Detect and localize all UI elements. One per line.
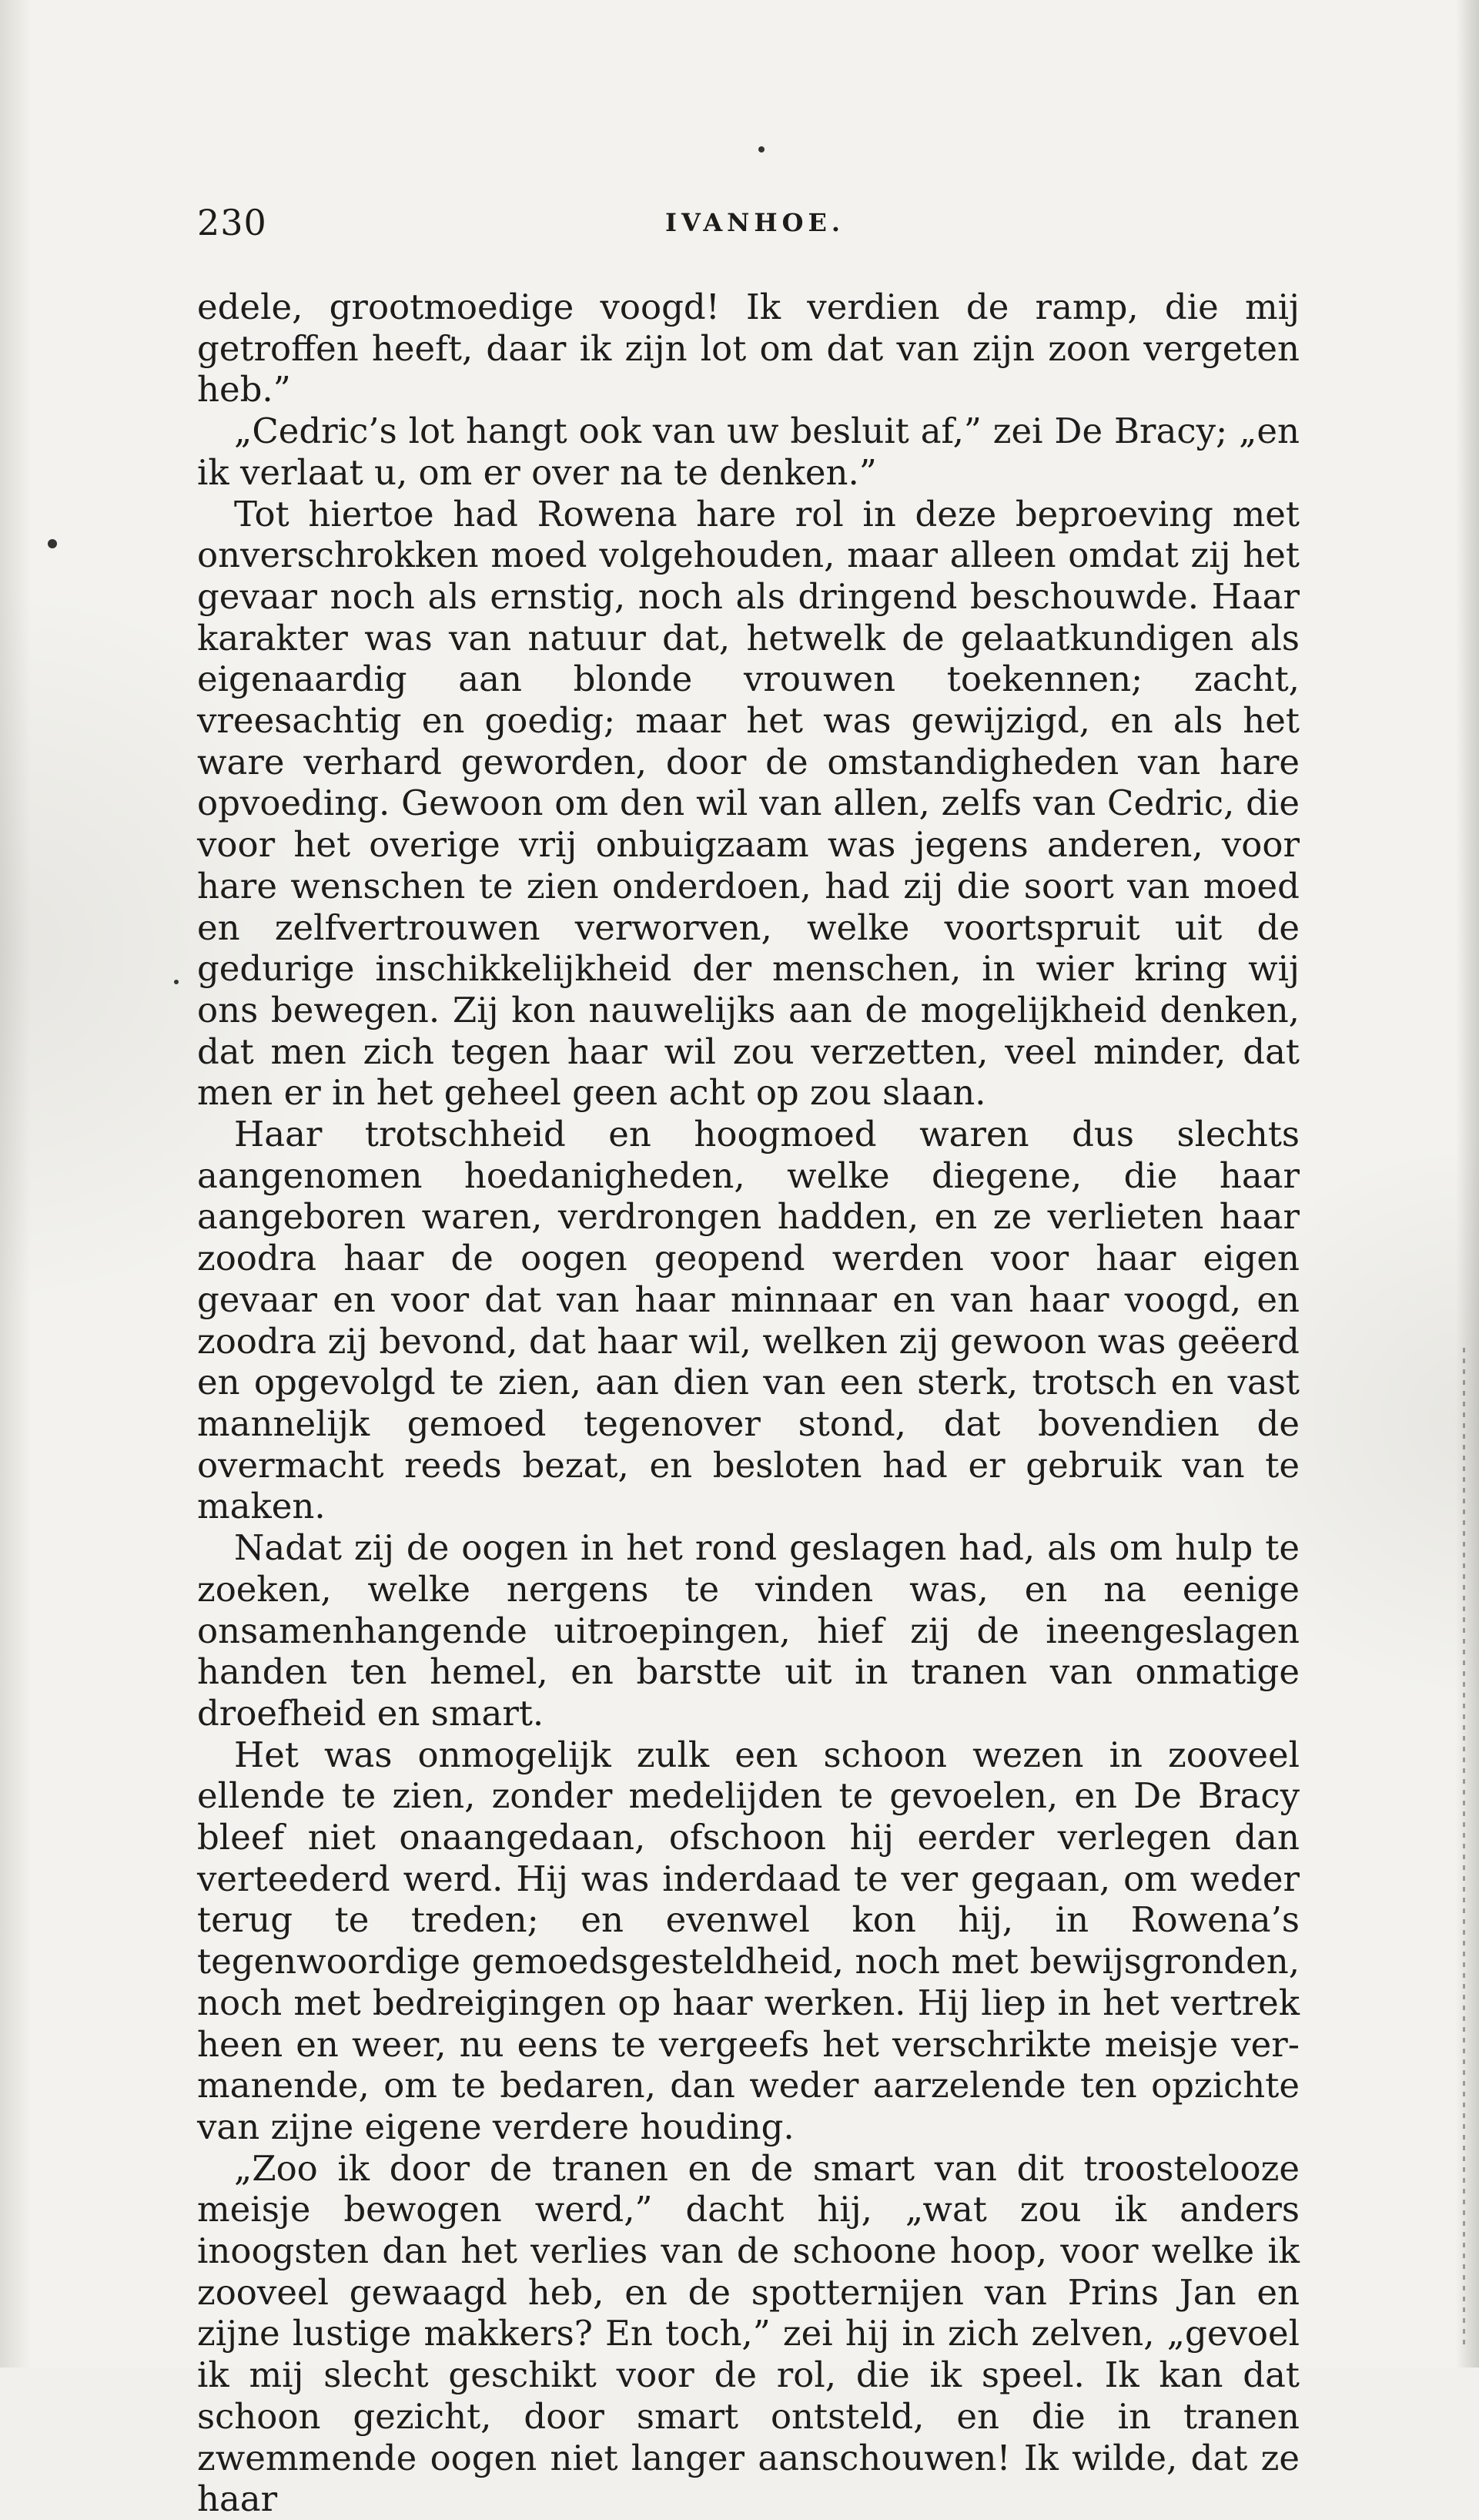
page-header — [197, 202, 1306, 248]
paragraph: „Cedric’s lot hangt ook van uw besluit af,” zei De Bracy; „en ik verlaat u, om er over na te denken.” — [197, 411, 1300, 493]
binding-edge-marks — [1463, 1348, 1465, 2349]
ink-speck — [758, 146, 765, 152]
paragraph: Nadat zij de oogen in het rond geslagen had, als om hulp te zoeken, welke nergens te vinden was, en na eenige onsamenhangende uitroepingen, hief zij de ineengeslagen handen ten hemel, en barstte uit in tranen van onmatige droefheid en smart. — [197, 1527, 1300, 1734]
page-number: 230 — [197, 202, 267, 243]
paragraph: „Zoo ik door de tranen en de smart van dit troostelooze meisje bewogen werd,” dacht hij, „wat zou ik anders inoogsten dan het verlies van de schoone hoop, voor welke ik zooveel gewaagd heb, en de spotternijen van Prins Jan en zijne lustige makkers? En toch,” zei hij in zich zelven, „gevoel ik mij slecht geschikt voor de rol, die ik speel. Ik kan dat schoon gezicht, door smart ontsteld, en die in tranen zwemmende oogen niet langer aanschouwen! Ik wilde, dat ze haar — [197, 2147, 1300, 2520]
page-right-shadow — [1456, 0, 1479, 2368]
ink-speck — [48, 539, 57, 548]
paragraph: edele, grootmoedige voogd! Ik verdien de ramp, die mij getroffen heeft, daar ik zijn lot om dat van zijn zoon vergeten heb.” — [197, 287, 1300, 411]
page-left-shadow — [0, 0, 31, 2368]
body-text — [197, 287, 1300, 2520]
paragraph: Het was onmogelijk zulk een schoon wezen in zooveel ellende te zien, zonder medelijden te gevoelen, en De Bracy bleef niet onaangedaan, ofschoon hij eerder verlegen dan verteederd werd. Hij was inderdaad te ver gegaan, om weder terug te treden; en evenwel kon hij, in Rowena’s tegenwoordige gemoedsgesteldheid, noch met bewijsgronden, noch met bedreigingen op haar werken. Hij liep in het vertrek heen en weer, nu eens te vergeefs het verschrikte meisje vermanende, om te bedaren, dan weder aarzelende ten opzichte van zijne eigene verdere houding. — [197, 1734, 1300, 2147]
running-title: IVANHOE. — [665, 208, 845, 237]
ink-speck — [174, 980, 179, 984]
paragraph: Haar trotschheid en hoogmoed waren dus slechts aangenomen hoedanigheden, welke diegene, die haar aangeboren waren, verdrongen hadden, en ze verlieten haar zoodra haar de oogen geopend werden voor haar eigen gevaar en voor dat van haar minnaar en van haar voogd, en zoodra zij bevond, dat haar wil, welken zij gewoon was geëerd en opgevolgd te zien, aan dien van een sterk, trotsch en vast mannelijk gemoed tegenover stond, dat bovendien de overmacht reeds bezat, en besloten had er gebruik van te maken. — [197, 1114, 1300, 1527]
paragraph: Tot hiertoe had Rowena hare rol in deze beproeving met onverschrokken moed volgehouden, maar alleen omdat zij het gevaar noch als ernstig, noch als dringend beschouwde. Haar karakter was van natuur dat, hetwelk de gelaatkundigen als eigenaardig aan blonde vrouwen toekennen; zacht, vreesachtig en goedig; maar het was gewijzigd, en als het ware verhard geworden, door de omstandigheden van hare opvoeding. Gewoon om den wil van allen, zelfs van Cedric, die voor het overige vrij onbuigzaam was jegens anderen, voor hare wenschen te zien onderdoen, had zij die soort van moed en zelfvertrouwen verworven, welke voortspruit uit de gedurige inschikkelijkheid der menschen, in wier kring wij ons bewegen. Zij kon nauwelijks aan de mogelijkheid denken, dat men zich tegen haar wil zou verzetten, veel minder, dat men er in het geheel geen acht op zou slaan. — [197, 493, 1300, 1114]
